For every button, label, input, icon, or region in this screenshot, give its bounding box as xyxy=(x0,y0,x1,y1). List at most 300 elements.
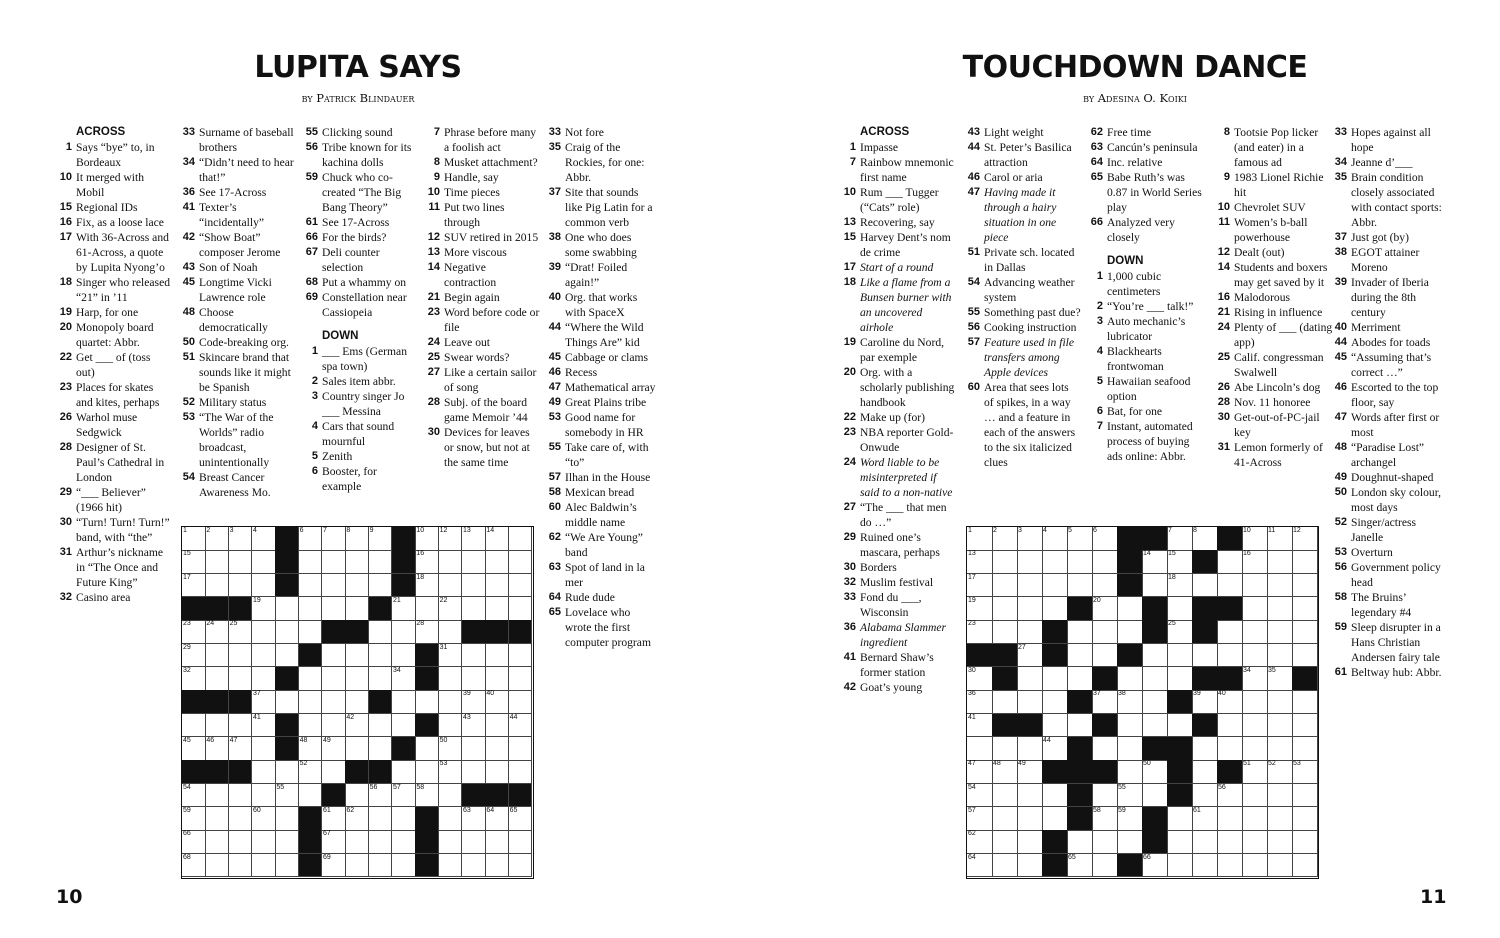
grid-cell[interactable] xyxy=(1192,737,1218,761)
clue[interactable] xyxy=(303,275,417,290)
grid-cell[interactable] xyxy=(967,714,993,738)
grid-cell[interactable] xyxy=(967,597,993,621)
grid-cell[interactable] xyxy=(1167,597,1193,621)
grid-cell[interactable] xyxy=(1042,737,1068,761)
grid-cell[interactable] xyxy=(1192,574,1218,598)
grid-cell[interactable] xyxy=(1267,620,1293,644)
grid-cell[interactable] xyxy=(1092,550,1118,574)
grid-cell[interactable] xyxy=(1042,597,1068,621)
grid-cell[interactable] xyxy=(1067,644,1093,668)
grid-cell[interactable] xyxy=(1242,714,1268,738)
grid-cell[interactable] xyxy=(485,737,509,761)
grid-cell[interactable] xyxy=(1042,807,1068,831)
grid-cell[interactable] xyxy=(1217,737,1243,761)
clue[interactable] xyxy=(180,230,296,260)
clue[interactable] xyxy=(842,590,957,620)
grid-cell[interactable] xyxy=(439,620,463,644)
grid-cell[interactable] xyxy=(1142,574,1168,598)
clue[interactable] xyxy=(425,425,540,470)
grid-cell[interactable] xyxy=(1192,784,1218,808)
clue[interactable] xyxy=(425,245,540,260)
crossword-grid[interactable] xyxy=(181,526,534,879)
grid-cell[interactable] xyxy=(299,527,323,551)
grid-cell[interactable] xyxy=(1017,597,1043,621)
grid-cell[interactable] xyxy=(229,830,253,854)
clue[interactable] xyxy=(842,260,957,275)
grid-cell[interactable] xyxy=(1092,620,1118,644)
grid-cell[interactable] xyxy=(1292,854,1318,878)
grid-cell[interactable] xyxy=(462,527,486,551)
grid-cell[interactable] xyxy=(462,597,486,621)
grid-cell[interactable] xyxy=(392,830,416,854)
grid-cell[interactable] xyxy=(299,784,323,808)
grid-cell[interactable] xyxy=(1242,807,1268,831)
clue[interactable] xyxy=(1088,155,1204,170)
clue[interactable] xyxy=(425,305,540,335)
grid-cell[interactable] xyxy=(369,527,393,551)
grid-cell[interactable] xyxy=(439,597,463,621)
clue[interactable] xyxy=(842,650,957,680)
grid-cell[interactable] xyxy=(1267,784,1293,808)
clue[interactable] xyxy=(180,305,296,335)
grid-cell[interactable] xyxy=(182,807,206,831)
grid-cell[interactable] xyxy=(485,597,509,621)
clue[interactable] xyxy=(842,155,957,185)
clue[interactable] xyxy=(1332,155,1450,170)
grid-cell[interactable] xyxy=(1042,667,1068,691)
grid-cell[interactable] xyxy=(299,737,323,761)
grid-cell[interactable] xyxy=(967,760,993,784)
grid-cell[interactable] xyxy=(1117,714,1143,738)
grid-cell[interactable] xyxy=(205,550,229,574)
grid-cell[interactable] xyxy=(1017,690,1043,714)
grid-cell[interactable] xyxy=(1017,854,1043,878)
grid-cell[interactable] xyxy=(275,644,299,668)
grid-cell[interactable] xyxy=(1242,550,1268,574)
grid-cell[interactable] xyxy=(967,620,993,644)
grid-cell[interactable] xyxy=(252,574,276,598)
clue[interactable] xyxy=(546,485,658,500)
grid-cell[interactable] xyxy=(1192,830,1218,854)
grid-cell[interactable] xyxy=(1167,714,1193,738)
grid-cell[interactable] xyxy=(992,830,1018,854)
grid-cell[interactable] xyxy=(299,597,323,621)
clue[interactable] xyxy=(965,380,1081,470)
clue[interactable] xyxy=(58,380,170,410)
grid-cell[interactable] xyxy=(1217,690,1243,714)
grid-cell[interactable] xyxy=(992,737,1018,761)
grid-cell[interactable] xyxy=(1192,527,1218,551)
grid-cell[interactable] xyxy=(415,737,439,761)
grid-cell[interactable] xyxy=(509,690,533,714)
crossword-grid[interactable] xyxy=(966,526,1319,879)
grid-cell[interactable] xyxy=(992,620,1018,644)
clue[interactable] xyxy=(180,185,296,200)
grid-cell[interactable] xyxy=(275,854,299,878)
grid-cell[interactable] xyxy=(1017,667,1043,691)
grid-cell[interactable] xyxy=(229,574,253,598)
clue[interactable] xyxy=(842,365,957,410)
grid-cell[interactable] xyxy=(229,620,253,644)
clue[interactable] xyxy=(1332,410,1450,440)
grid-cell[interactable] xyxy=(992,854,1018,878)
clue[interactable] xyxy=(425,155,540,170)
clue[interactable] xyxy=(546,260,658,290)
clue[interactable] xyxy=(1332,230,1450,245)
grid-cell[interactable] xyxy=(1267,854,1293,878)
grid-cell[interactable] xyxy=(485,760,509,784)
clue[interactable] xyxy=(425,350,540,365)
clue[interactable] xyxy=(58,590,170,605)
grid-cell[interactable] xyxy=(992,574,1018,598)
grid-cell[interactable] xyxy=(205,574,229,598)
clue[interactable] xyxy=(546,560,658,590)
clue[interactable] xyxy=(546,350,658,365)
grid-cell[interactable] xyxy=(392,597,416,621)
grid-cell[interactable] xyxy=(322,597,346,621)
grid-cell[interactable] xyxy=(1217,644,1243,668)
grid-cell[interactable] xyxy=(1242,784,1268,808)
grid-cell[interactable] xyxy=(509,714,533,738)
grid-cell[interactable] xyxy=(1292,574,1318,598)
grid-cell[interactable] xyxy=(1192,854,1218,878)
clue[interactable] xyxy=(965,320,1081,335)
grid-cell[interactable] xyxy=(1242,527,1268,551)
clue[interactable] xyxy=(58,230,170,275)
grid-cell[interactable] xyxy=(299,667,323,691)
grid-cell[interactable] xyxy=(967,737,993,761)
grid-cell[interactable] xyxy=(1242,597,1268,621)
grid-cell[interactable] xyxy=(322,644,346,668)
grid-cell[interactable] xyxy=(1267,714,1293,738)
grid-cell[interactable] xyxy=(322,574,346,598)
grid-cell[interactable] xyxy=(1092,784,1118,808)
clue[interactable] xyxy=(546,470,658,485)
grid-cell[interactable] xyxy=(322,550,346,574)
clue[interactable] xyxy=(546,125,658,140)
grid-cell[interactable] xyxy=(345,830,369,854)
clue[interactable] xyxy=(1215,305,1333,320)
clue[interactable] xyxy=(965,245,1081,275)
grid-cell[interactable] xyxy=(182,574,206,598)
clue[interactable] xyxy=(842,410,957,425)
grid-cell[interactable] xyxy=(415,760,439,784)
grid-cell[interactable] xyxy=(1042,574,1068,598)
clue[interactable] xyxy=(1088,215,1204,245)
grid-cell[interactable] xyxy=(1267,574,1293,598)
clue[interactable] xyxy=(1332,350,1450,380)
clue[interactable] xyxy=(1088,404,1204,419)
clue[interactable] xyxy=(303,389,417,419)
grid-cell[interactable] xyxy=(1017,784,1043,808)
grid-cell[interactable] xyxy=(1042,784,1068,808)
grid-cell[interactable] xyxy=(415,597,439,621)
clue[interactable] xyxy=(842,500,957,530)
grid-cell[interactable] xyxy=(392,714,416,738)
clue[interactable] xyxy=(546,395,658,410)
clue[interactable] xyxy=(842,335,957,365)
grid-cell[interactable] xyxy=(182,527,206,551)
grid-cell[interactable] xyxy=(252,597,276,621)
grid-cell[interactable] xyxy=(439,784,463,808)
clue[interactable] xyxy=(425,395,540,425)
grid-cell[interactable] xyxy=(1242,854,1268,878)
grid-cell[interactable] xyxy=(1242,690,1268,714)
grid-cell[interactable] xyxy=(1292,527,1318,551)
clue[interactable] xyxy=(1088,125,1204,140)
clue[interactable] xyxy=(425,185,540,200)
grid-cell[interactable] xyxy=(205,854,229,878)
grid-cell[interactable] xyxy=(182,644,206,668)
clue[interactable] xyxy=(1332,275,1450,320)
grid-cell[interactable] xyxy=(439,667,463,691)
grid-cell[interactable] xyxy=(992,784,1018,808)
grid-cell[interactable] xyxy=(1217,714,1243,738)
grid-cell[interactable] xyxy=(415,574,439,598)
grid-cell[interactable] xyxy=(392,807,416,831)
grid-cell[interactable] xyxy=(415,550,439,574)
clue[interactable] xyxy=(1088,170,1204,215)
clue[interactable] xyxy=(303,215,417,230)
clue[interactable] xyxy=(303,464,417,494)
clue[interactable] xyxy=(965,185,1081,245)
grid-cell[interactable] xyxy=(1267,527,1293,551)
clue[interactable] xyxy=(842,680,957,695)
grid-cell[interactable] xyxy=(1267,690,1293,714)
grid-cell[interactable] xyxy=(485,550,509,574)
grid-cell[interactable] xyxy=(1267,807,1293,831)
clue[interactable] xyxy=(1332,665,1450,680)
clue[interactable] xyxy=(1332,125,1450,155)
grid-cell[interactable] xyxy=(1292,550,1318,574)
grid-cell[interactable] xyxy=(1117,667,1143,691)
grid-cell[interactable] xyxy=(369,644,393,668)
grid-cell[interactable] xyxy=(1017,574,1043,598)
grid-cell[interactable] xyxy=(485,667,509,691)
grid-cell[interactable] xyxy=(322,737,346,761)
grid-cell[interactable] xyxy=(439,760,463,784)
grid-cell[interactable] xyxy=(439,807,463,831)
grid-cell[interactable] xyxy=(1217,550,1243,574)
clue[interactable] xyxy=(1332,380,1450,410)
clue[interactable] xyxy=(1215,245,1333,260)
grid-cell[interactable] xyxy=(392,854,416,878)
grid-cell[interactable] xyxy=(485,644,509,668)
grid-cell[interactable] xyxy=(415,620,439,644)
grid-cell[interactable] xyxy=(462,760,486,784)
clue[interactable] xyxy=(58,170,170,200)
grid-cell[interactable] xyxy=(322,667,346,691)
grid-cell[interactable] xyxy=(1117,597,1143,621)
clue[interactable] xyxy=(842,185,957,215)
grid-cell[interactable] xyxy=(992,527,1018,551)
grid-cell[interactable] xyxy=(1167,830,1193,854)
grid-cell[interactable] xyxy=(1067,667,1093,691)
grid-cell[interactable] xyxy=(345,854,369,878)
grid-cell[interactable] xyxy=(1142,667,1168,691)
clue[interactable] xyxy=(1332,560,1450,590)
grid-cell[interactable] xyxy=(369,830,393,854)
grid-cell[interactable] xyxy=(299,574,323,598)
clue[interactable] xyxy=(1088,140,1204,155)
grid-cell[interactable] xyxy=(509,737,533,761)
grid-cell[interactable] xyxy=(967,784,993,808)
grid-cell[interactable] xyxy=(1142,854,1168,878)
grid-cell[interactable] xyxy=(345,784,369,808)
grid-cell[interactable] xyxy=(392,784,416,808)
grid-cell[interactable] xyxy=(182,620,206,644)
clue[interactable] xyxy=(546,230,658,260)
grid-cell[interactable] xyxy=(252,620,276,644)
grid-cell[interactable] xyxy=(1242,644,1268,668)
grid-cell[interactable] xyxy=(1292,620,1318,644)
grid-cell[interactable] xyxy=(967,830,993,854)
clue[interactable] xyxy=(180,275,296,305)
grid-cell[interactable] xyxy=(485,714,509,738)
grid-cell[interactable] xyxy=(462,690,486,714)
grid-cell[interactable] xyxy=(299,714,323,738)
grid-cell[interactable] xyxy=(205,714,229,738)
grid-cell[interactable] xyxy=(1067,527,1093,551)
grid-cell[interactable] xyxy=(1092,644,1118,668)
grid-cell[interactable] xyxy=(369,550,393,574)
grid-cell[interactable] xyxy=(275,784,299,808)
clue[interactable] xyxy=(58,275,170,305)
clue[interactable] xyxy=(180,395,296,410)
grid-cell[interactable] xyxy=(345,597,369,621)
grid-cell[interactable] xyxy=(229,550,253,574)
grid-cell[interactable] xyxy=(392,690,416,714)
grid-cell[interactable] xyxy=(1017,807,1043,831)
grid-cell[interactable] xyxy=(275,830,299,854)
clue[interactable] xyxy=(1332,335,1450,350)
grid-cell[interactable] xyxy=(1017,830,1043,854)
grid-cell[interactable] xyxy=(1167,527,1193,551)
clue[interactable] xyxy=(303,344,417,374)
grid-cell[interactable] xyxy=(205,667,229,691)
clue[interactable] xyxy=(842,575,957,590)
clue[interactable] xyxy=(58,140,170,170)
grid-cell[interactable] xyxy=(1067,620,1093,644)
grid-cell[interactable] xyxy=(322,690,346,714)
grid-cell[interactable] xyxy=(1292,644,1318,668)
clue[interactable] xyxy=(1215,380,1333,395)
clue[interactable] xyxy=(425,200,540,230)
grid-cell[interactable] xyxy=(1267,644,1293,668)
grid-cell[interactable] xyxy=(439,527,463,551)
grid-cell[interactable] xyxy=(1242,620,1268,644)
grid-cell[interactable] xyxy=(182,784,206,808)
grid-cell[interactable] xyxy=(415,527,439,551)
grid-cell[interactable] xyxy=(439,690,463,714)
clue[interactable] xyxy=(965,335,1081,380)
grid-cell[interactable] xyxy=(252,667,276,691)
grid-cell[interactable] xyxy=(1117,807,1143,831)
clue[interactable] xyxy=(303,230,417,245)
grid-cell[interactable] xyxy=(1117,830,1143,854)
grid-cell[interactable] xyxy=(299,620,323,644)
grid-cell[interactable] xyxy=(1292,714,1318,738)
grid-cell[interactable] xyxy=(462,667,486,691)
grid-cell[interactable] xyxy=(1167,550,1193,574)
clue[interactable] xyxy=(1332,245,1450,275)
grid-cell[interactable] xyxy=(1192,807,1218,831)
grid-cell[interactable] xyxy=(1142,714,1168,738)
grid-cell[interactable] xyxy=(1292,737,1318,761)
grid-cell[interactable] xyxy=(462,550,486,574)
clue[interactable] xyxy=(180,350,296,395)
grid-cell[interactable] xyxy=(1067,550,1093,574)
grid-cell[interactable] xyxy=(299,690,323,714)
clue[interactable] xyxy=(1088,269,1204,299)
clue[interactable] xyxy=(546,290,658,320)
grid-cell[interactable] xyxy=(992,597,1018,621)
grid-cell[interactable] xyxy=(509,597,533,621)
grid-cell[interactable] xyxy=(229,784,253,808)
clue[interactable] xyxy=(546,590,658,605)
grid-cell[interactable] xyxy=(345,737,369,761)
clue[interactable] xyxy=(965,305,1081,320)
grid-cell[interactable] xyxy=(992,550,1018,574)
clue[interactable] xyxy=(546,185,658,230)
clue[interactable] xyxy=(303,449,417,464)
clue[interactable] xyxy=(1332,470,1450,485)
grid-cell[interactable] xyxy=(439,854,463,878)
clue[interactable] xyxy=(1088,344,1204,374)
grid-cell[interactable] xyxy=(182,550,206,574)
grid-cell[interactable] xyxy=(485,830,509,854)
grid-cell[interactable] xyxy=(1217,807,1243,831)
grid-cell[interactable] xyxy=(205,527,229,551)
clue[interactable] xyxy=(425,125,540,155)
grid-cell[interactable] xyxy=(205,807,229,831)
clue[interactable] xyxy=(303,374,417,389)
grid-cell[interactable] xyxy=(1017,527,1043,551)
grid-cell[interactable] xyxy=(509,527,533,551)
grid-cell[interactable] xyxy=(369,807,393,831)
grid-cell[interactable] xyxy=(252,854,276,878)
clue[interactable] xyxy=(842,275,957,335)
grid-cell[interactable] xyxy=(1267,597,1293,621)
grid-cell[interactable] xyxy=(182,714,206,738)
grid-cell[interactable] xyxy=(1017,737,1043,761)
clue[interactable] xyxy=(842,455,957,500)
clue[interactable] xyxy=(1215,200,1333,215)
grid-cell[interactable] xyxy=(1292,784,1318,808)
clue[interactable] xyxy=(546,380,658,395)
grid-cell[interactable] xyxy=(1167,574,1193,598)
clue[interactable] xyxy=(58,350,170,380)
grid-cell[interactable] xyxy=(182,854,206,878)
clue[interactable] xyxy=(1332,515,1450,545)
grid-cell[interactable] xyxy=(229,737,253,761)
clue[interactable] xyxy=(1215,440,1333,470)
grid-cell[interactable] xyxy=(1092,597,1118,621)
grid-cell[interactable] xyxy=(1217,830,1243,854)
grid-cell[interactable] xyxy=(322,807,346,831)
clue[interactable] xyxy=(965,275,1081,305)
grid-cell[interactable] xyxy=(229,807,253,831)
grid-cell[interactable] xyxy=(1192,760,1218,784)
clue[interactable] xyxy=(425,170,540,185)
grid-cell[interactable] xyxy=(439,830,463,854)
grid-cell[interactable] xyxy=(1217,854,1243,878)
grid-cell[interactable] xyxy=(1142,550,1168,574)
grid-cell[interactable] xyxy=(1292,830,1318,854)
clue[interactable] xyxy=(425,335,540,350)
grid-cell[interactable] xyxy=(1117,620,1143,644)
grid-cell[interactable] xyxy=(205,784,229,808)
